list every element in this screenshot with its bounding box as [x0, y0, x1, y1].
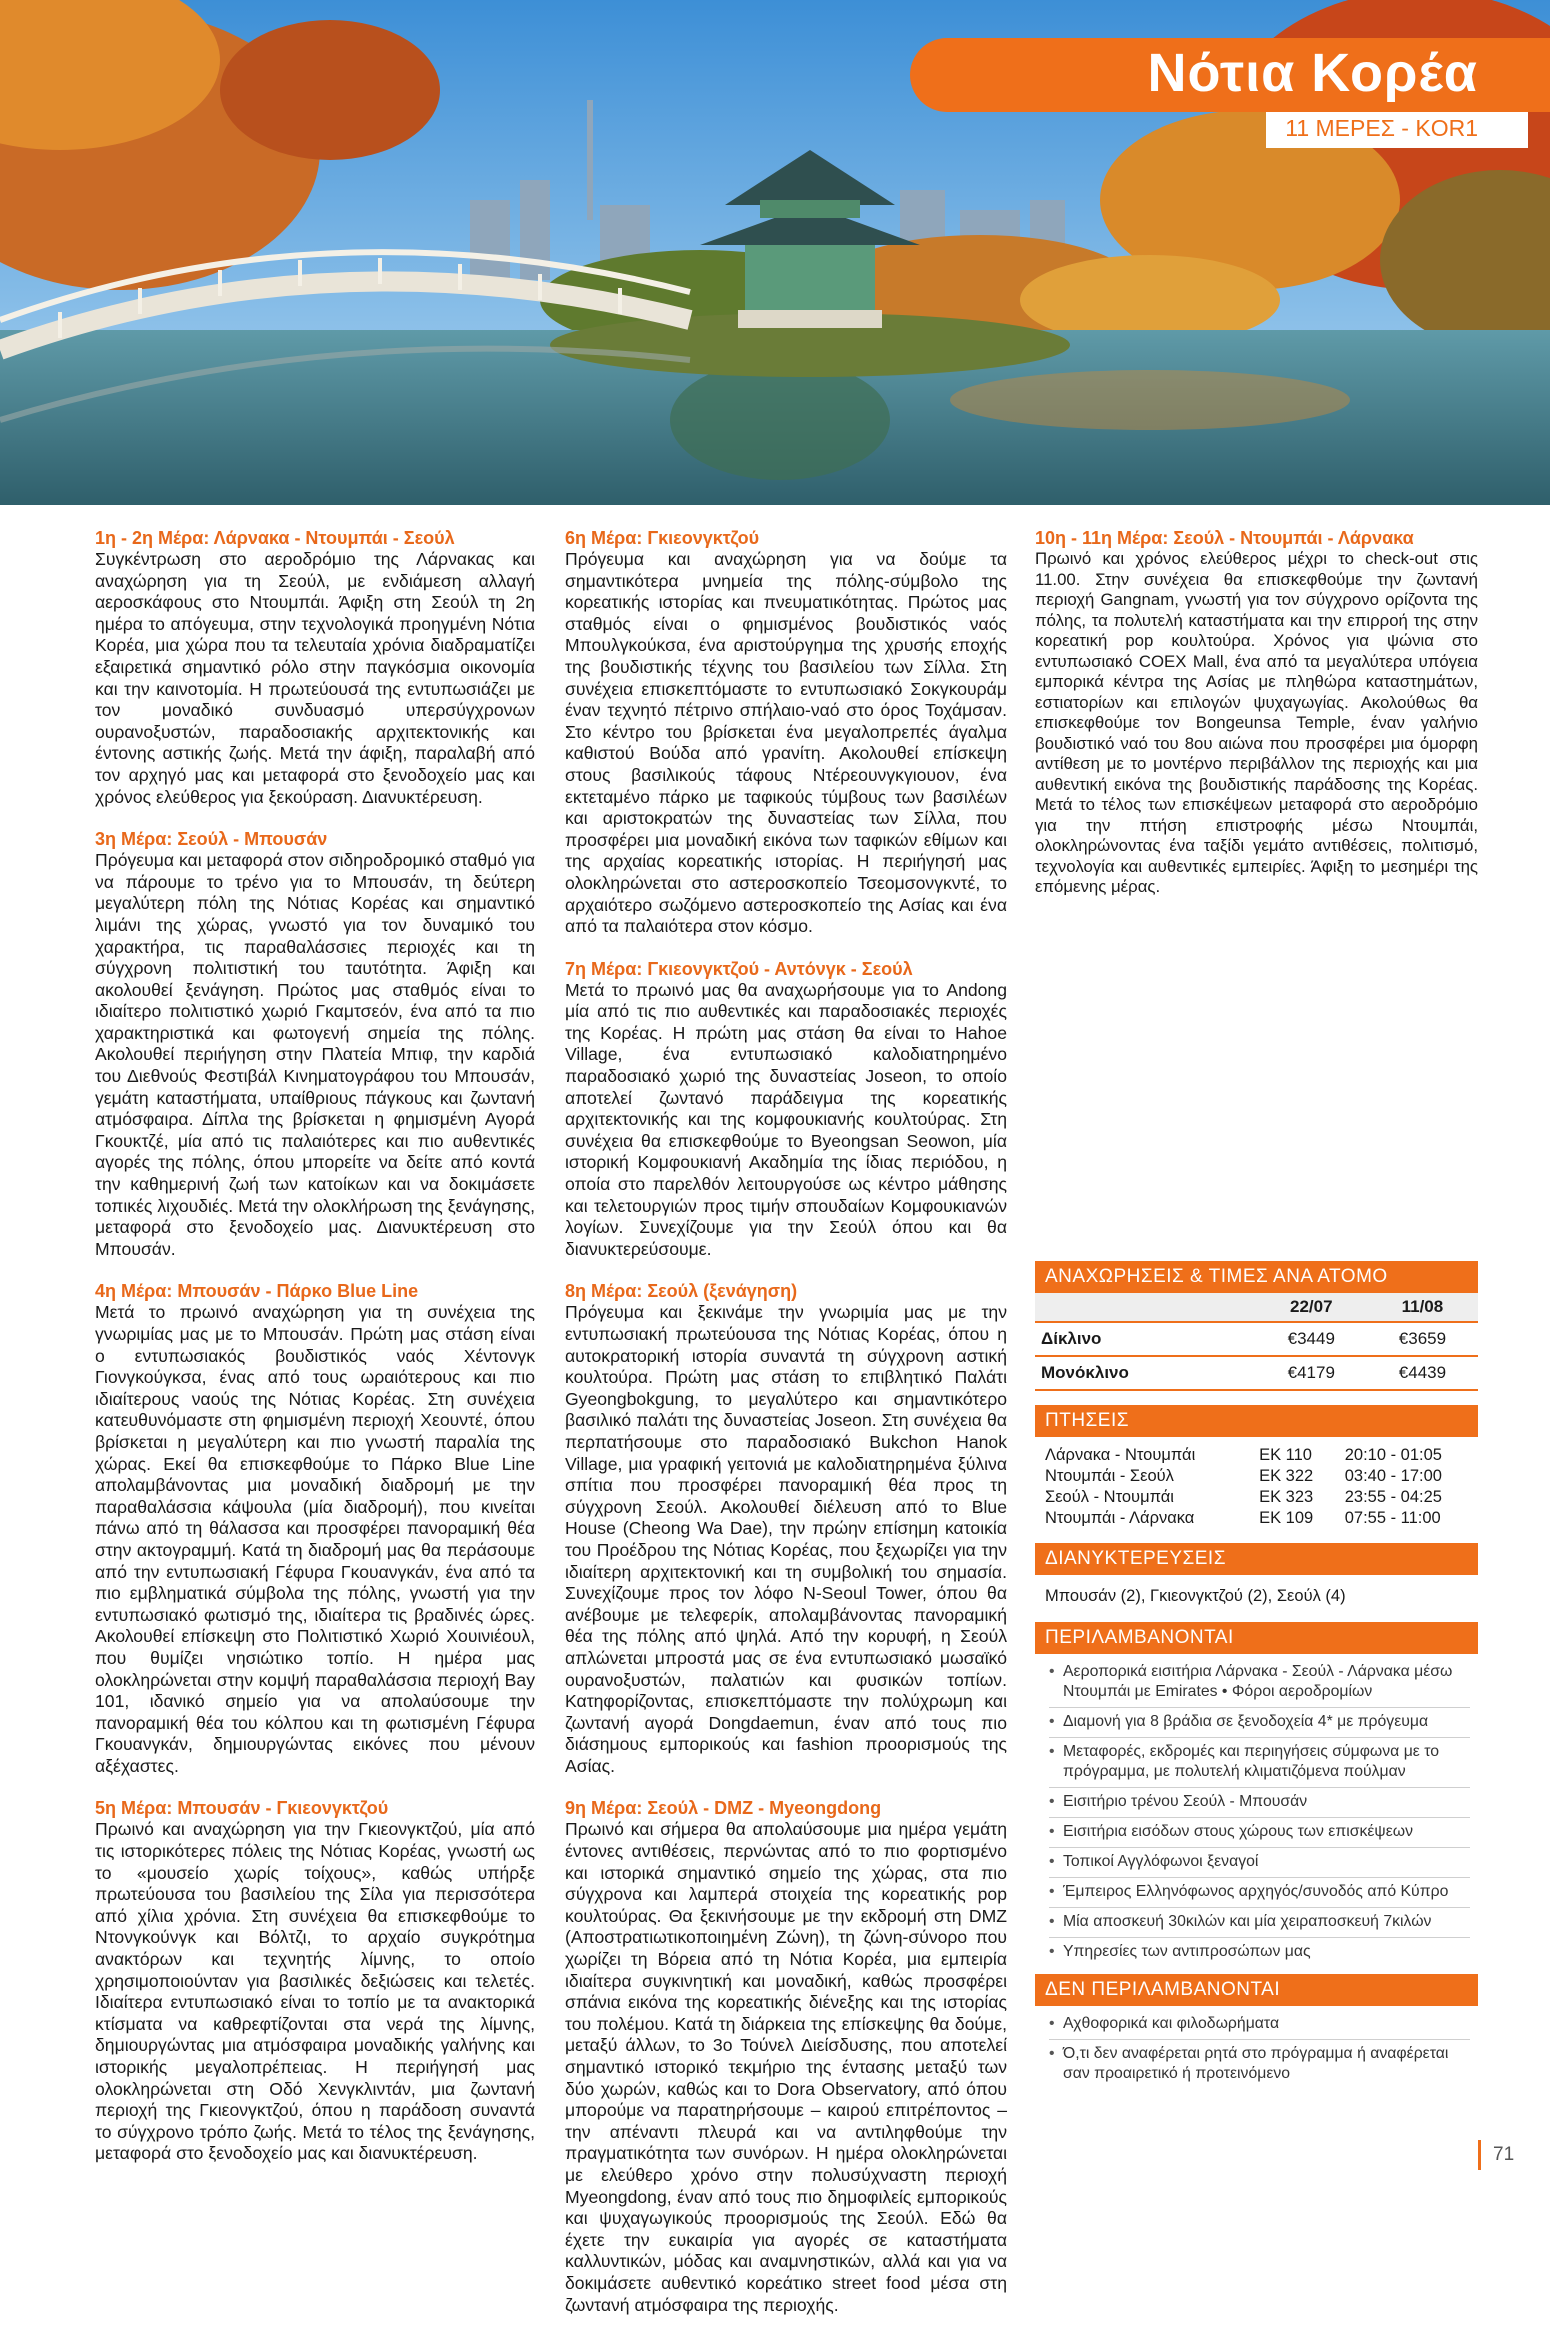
prices-corner	[1035, 1293, 1256, 1322]
departure-date: 11/08	[1367, 1293, 1478, 1322]
flight-route: Λάρνακα - Ντουμπάι	[1045, 1446, 1196, 1464]
day-heading: 8η Μέρα: Σεούλ (ξενάγηση)	[565, 1281, 798, 1302]
prices-table	[1035, 1293, 1478, 1391]
day-heading: 7η Μέρα: Γκιεονγκτζού - Αντόνγκ - Σεούλ	[565, 958, 913, 979]
room-type: Δίκλινο	[1035, 1322, 1256, 1356]
list-item: • Μία αποσκευή 30κιλών και μία χειραποσκευή 7κιλών	[1049, 1912, 1470, 1938]
day-section	[95, 1797, 535, 2165]
day-heading: 10η - 11η Μέρα: Σεούλ - Ντουμπάι - Λάρνακα	[1035, 528, 1414, 548]
day-heading: 1η - 2η Μέρα: Λάρνακα - Ντουμπάι - Σεούλ	[95, 528, 455, 548]
page-title: Νότια Κορέα	[1147, 43, 1478, 103]
day-text: Συγκέντρωση στο αεροδρόμιο της Λάρνακας και αναχώρηση για τη Σεούλ, με ενδιάμεση αλλαγή αεροσκάφους στο Ντουμπάι. Άφιξη στη Σεούλ τη 2η ημέρα το απόγευμα, στην τεχνολογικά προηγμένη Νότια Κορέα, μια χώρα που τα τελευταία χρόνια διαδραματίζει εξαιρετικά σημαντικό ρόλο στην παγκόσμια οικονομία και την καινοτομία. Η πρωτεύουσά της εντυπωσιάζει με τον μοναδικό συνδυασμό υπερσύγχρονων ουρανοξυστών, παραδοσιακής αρχιτεκτονικής και έντονης αστικής ζωής. Μετά την άφιξη, παραλαβή από τον αρχηγό μας και μεταφορά στο ξενοδοχείο μας και χρόνος ελεύθερος για ξεκούραση. Διανυκτέρευση.	[95, 549, 535, 807]
day-section	[1035, 527, 1478, 898]
price-value: €4439	[1367, 1356, 1478, 1390]
departure-date: 22/07	[1256, 1293, 1367, 1322]
day-text: Πρόγευμα και μεταφορά στον σιδηροδρομικό σταθμό για να πάρουμε το τρένο για το Μπουσάν, τη δεύτερη μεγαλύτερη πόλη της Νότιας Κορέας και σημαντικό λιμάνι της χώρας, γνωστό για τον δυναμικό του χαρακτήρα, τις παραθαλάσσιες περιοχές και τη σύγχρονη πολιτιστική του ταυτότητα. Άφιξη και ακολουθεί ξενάγηση. Πρώτος μας σταθμός είναι το ιδιαίτερο πολιτιστικό χωριό Γκαμτσεόν, ένα από τα πιο χαρακτηριστικά και φωτογενή σημεία της πόλης. Ακολουθεί περιήγηση στην Πλατεία Μπιφ, την καρδιά του Διεθνούς Φεστιβάλ Κινηματογράφου του Μπουσάν, γεμάτη καταστήματα, υπαίθριους πάγκους και ζωντανή ατμόσφαιρα. Δίπλα της βρίσκεται η φημισμένη Αγορά Γκουκτζέ, μία από τις παλαιότερες και πιο αυθεντικές αγορές της πόλης, όπου μπορείτε να δείτε από κοντά την καθημερινή ζωή των κατοίκων και να δοκιμάσετε τοπικές λιχουδιές. Μετά την ολοκλήρωση της ξενάγησης, μεταφορά στο ξενοδοχείο μας. Διανυκτέρευση στο Μπουσάν.	[95, 850, 535, 1259]
list-item: • Τοπικοί Αγγλόφωνοι ξεναγοί	[1049, 1852, 1470, 1878]
day-section	[95, 828, 535, 1260]
flight-row	[1035, 1508, 1478, 1529]
info-panel	[1035, 1255, 1478, 2088]
flight-code: EK 109	[1259, 1509, 1314, 1527]
flight-row	[1035, 1487, 1478, 1508]
day-text: Πρόγευμα και ξεκινάμε την γνωριμία μας με την εντυπωσιακή πρωτεύουσα της Νότιας Κορέας, όπου η αυτοκρατορική ιστορία συναντά τη σύγχρονη αστική κουλτούρα. Πρώτη μας στάση το επιβλητικό Παλάτι Gyeongbokgung, το μεγαλύτερο και σημαντικότερο βασιλικό παλάτι της δυναστείας Joseon. Στη συνέχεια θα περπατήσουμε στο παραδοσιακό Bukchon Hanok Village, μια γραφική γειτονιά με καλοδιατηρημένα ξύλινα σπίτια που προσφέρει πανοραμική θέα προς τη σύγχρονη Σεούλ. Ακολουθεί διέλευση από το Blue House (Cheong Wa Dae), την πρώην επίσημη κατοικία του Προέδρου της Νότιας Κορέας, που ξεχωρίζει για την ιδιαίτερη αρχιτεκτονική και τη συμβολική του σημασία. Συνεχίζουμε προς τον λόφο N-Seoul Tower, όπου θα ανέβουμε με τελεφερίκ, απολαμβάνοντας πανοραμική θέα της πόλης από ψηλά. Από την κορυφή, η Σεούλ απλώνεται μπροστά μας σε ένα εντυπωσιακό μωσαϊκό ουρανοξυστών, παλατιών και φυσικών τοπίων. Κατηφορίζοντας, επισκεπτόμαστε την πολύχρωμη και ζωντανή αγορά Dongdaemun, έναν από τους πιο διάσημους εμπορικούς και fashion προορισμούς της Ασίας.	[565, 1302, 1007, 1776]
list-item: • Εισιτήρια εισόδων στους χώρους των επισκέψεων	[1049, 1822, 1470, 1848]
day-text: Πρόγευμα και αναχώρηση για να δούμε τα σημαντικότερα μνημεία της πόλης-σύμβολο της κορεατικής ιστορίας και πνευματικότητας. Πρώτος μας σταθμός είναι ο φημισμένος βουδιστικός ναός Μπουλγκούκσα, ένα αριστούργημα της χρυσής εποχής της βουδιστικής τέχνης του βασιλείου των Σίλλα. Στη συνέχεια επισκεπτόμαστε το εντυπωσιακό Σοκγκουράμ έναν τεχνητό πέτρινο σπήλαιο-ναό στο όρος Τοχάμσαν. Στο κέντρο του βρίσκεται ένα μεγαλοπρεπές άγαλμα καθιστού Βούδα από γρανίτη. Ακολουθεί επίσκεψη στους βασιλικούς τάφους Ντέρεουνγκγιουον, ένα εκτεταμένο πάρκο με ταφικούς τύμβους των βασιλέων και αριστοκρατών της δυναστείας των Σίλλα, που προσφέρει μια μοναδική εικόνα των ταφικών εθίμων και της αρχαίας κορεατικής ιστορίας. Η περιήγησή μας ολοκληρώνεται στο αστεροσκοπείο Τσεομσονγκντέ, το αρχαιότερο σωζόμενο αστεροσκοπείο της Ασίας και ένα από τα παλαιότερα στον κόσμο.	[565, 549, 1007, 937]
flight-row	[1035, 1466, 1478, 1487]
price-value: €4179	[1256, 1356, 1367, 1390]
itinerary-column-2	[565, 527, 1007, 2336]
price-row	[1035, 1322, 1478, 1356]
list-item: • Διαμονή για 8 βράδια σε ξενοδοχεία 4* με πρόγευμα	[1049, 1712, 1470, 1738]
not-included-list	[1035, 2006, 1478, 2088]
day-section	[95, 527, 535, 808]
day-heading: 5η Μέρα: Μπουσάν - Γκιεονγκτζού	[95, 1798, 389, 1819]
day-section	[565, 527, 1007, 938]
room-type: Μονόκλινο	[1035, 1356, 1256, 1390]
day-heading: 9η Μέρα: Σεούλ - DMZ - Myeongdong	[565, 1798, 882, 1819]
list-item: • Μεταφορές, εκδρομές και περιηγήσεις σύμφωνα με το πρόγραμμα, με πολυτελή κλιματιζόμενα πούλμαν	[1049, 1742, 1470, 1788]
list-item: • Ό,τι δεν αναφέρεται ρητά στο πρόγραμμα ή αναφέρεται σαν προαιρετικό ή προτεινόμενο	[1049, 2044, 1470, 2084]
included-list	[1035, 1654, 1478, 1966]
prices-header-row	[1035, 1293, 1478, 1322]
flight-time: 07:55 - 11:00	[1344, 1509, 1441, 1527]
list-item: • Αεροπορικά εισιτήρια Λάρνακα - Σεούλ - Λάρνακα μέσω Ντουμπάι με Emirates • Φόροι αεροδρομίων	[1049, 1662, 1470, 1708]
flight-route: Σεούλ - Ντουμπάι	[1045, 1488, 1174, 1506]
day-heading: 3η Μέρα: Σεούλ - Μπουσάν	[95, 829, 328, 850]
flight-code: EK 110	[1259, 1446, 1312, 1464]
list-item: • Αχθοφορικά και φιλοδωρήματα	[1049, 2014, 1470, 2040]
day-section	[95, 1280, 535, 1777]
flight-time: 03:40 - 17:00	[1344, 1467, 1442, 1485]
price-value: €3659	[1367, 1322, 1478, 1356]
flights-heading: ΠΤΗΣΕΙΣ	[1035, 1405, 1478, 1437]
price-value: €3449	[1256, 1322, 1367, 1356]
flight-route: Ντουμπάι - Λάρνακα	[1045, 1509, 1195, 1527]
day-section	[565, 1797, 1007, 2316]
day-text: Πρωινό και αναχώρηση για την Γκιεονγκτζού, μία από τις ιστορικότερες πόλεις της Νότιας Κορέας, γνωστή ως το «μουσείο χωρίς τοίχους», καθώς υπήρξε πρωτεύουσα του βασιλείου της Σίλα για περισσότερα από χίλια χρόνια. Στη συνέχεια θα επισκεφθούμε το Ντονγκούνγκ και Βόλτζι, το αρχαίο συγκρότημα ανακτόρων και τεχνητής λίμνης, το οποίο χρησιμοποιούνταν για βασιλικές δεξιώσεις και τελετές. Ιδιαίτερα εντυπωσιακό είναι το τοπίο με τα ανακτορικά κτίσματα να καθρεφτίζονται στα νερά της λίμνης, δημιουργώντας μια ατμόσφαιρα μοναδικής γαλήνης και ιστορικής μεγαλοπρέπειας. Η περιήγησή μας ολοκληρώνεται στη Οδό Χενγκλιντάν, μια ζωντανή περιοχή της Γκιεονγκτζού, όπου η παράδοση συναντά το σύγχρονο τρόπο ζωής. Μετά το τέλος της ξενάγησης, μεταφορά στο ξενοδοχείο μας και διανυκτέρευση.	[95, 1819, 535, 2164]
day-text: Πρωινό και σήμερα θα απολαύσουμε μια ημέρα γεμάτη έντονες αντιθέσεις, περνώντας από το πιο φορτισμένο και ιστορικά σημαντικό σημείο της χώρας, στα πιο σύγχρονα και λαμπερά στοιχεία της κορεατικής pop κουλτούρας. Θα ξεκινήσουμε με την εκδρομή στη DMZ (Αποστρατιωτικοποιημένη Ζώνη), τη ζώνη-σύνορο που χωρίζει τη Βόρεια από τη Νότια Κορέα, μια εμπειρία ιδιαίτερα συγκινητική και μοναδική, καθώς προσφέρει σπάνια εικόνα της κορεατικής διένεξης και της ιστορίας του πολέμου. Κατά τη διάρκεια της επίσκεψης θα δούμε, μεταξύ άλλων, το 3ο Τούνελ Διείσδυσης, που αποτελεί σημαντικό ιστορικό τεκμήριο της έντασης μεταξύ των δύο χωρών, καθώς και το Dora Observatory, από όπου μπορούμε να παρατηρήσουμε – καιρού επιτρέποντος – την απέναντι πλευρά και να αντιληφθούμε την πραγματικότητα των συνόρων. Η ημέρα ολοκληρώνεται με ελεύθερο χρόνο στην πολυσύχναστη περιοχή Myeongdong, έναν από τους πιο δημοφιλείς εμπορικούς και ψυχαγωγικούς προορισμούς της Σεούλ. Εδώ θα έχετε την ευκαιρία για αγορές σε καταστήματα καλλυντικών, μόδας και αναμνηστικών, αλλά και για να δοκιμάσετε αυθεντικό κορεάτικο street food μέσα στη ζωντανή ατμόσφαιρα της περιοχής.	[565, 1819, 1007, 2315]
prices-heading: ΑΝΑΧΩΡΗΣΕΙΣ & ΤΙΜΕΣ ΑΝΑ ΑΤΟΜΟ	[1035, 1261, 1478, 1293]
trip-code: 11 ΜΕΡΕΣ - KOR1	[1285, 115, 1478, 141]
flight-route: Ντουμπάι - Σεούλ	[1045, 1467, 1174, 1485]
flights-table	[1035, 1445, 1478, 1529]
day-heading: 6η Μέρα: Γκιεονγκτζού	[565, 528, 760, 548]
page-number: 71	[1478, 2140, 1550, 2170]
price-row	[1035, 1356, 1478, 1390]
not-included-heading: ΔΕΝ ΠΕΡΙΛΑΜΒΑΝΟΝΤΑΙ	[1035, 1974, 1478, 2006]
included-heading: ΠΕΡΙΛΑΜΒΑΝΟΝΤΑΙ	[1035, 1622, 1478, 1654]
day-text: Μετά το πρωινό μας θα αναχωρήσουμε για το Andong μία από τις πιο αυθεντικές και παραδοσιακές περιοχές της Κορέας. Η πρώτη μας στάση θα είναι το Hahoe Village, ένα εντυπωσιακό καλοδιατηρημένο παραδοσιακό χωριό της δυναστείας Joseon, το οποίο αποτελεί ζωντανό παράδειγμα της κορεατικής αρχιτεκτονικής και της κομφουκιανής κουλτούρας. Στη συνέχεια θα επισκεφθούμε το Byeongsan Seowon, μία ιστορική Κομφουκιανή Ακαδημία της ίδιας περιόδου, η οποία στο παρελθόν λειτουργούσε ως κέντρο μάθησης και τελετουργιών προς τιμήν σπουδαίων Κομφουκιανών λογίων. Συνεχίζουμε για την Σεούλ όπου και θα διανυκτερεύσουμε.	[565, 979, 1007, 1259]
day-text: Πρωινό και χρόνος ελεύθερος μέχρι το check-out στις 11.00. Στην συνέχεια θα επισκεφθούμε την ζωντανή περιοχή Gangnam, γνωστή για τον σύγχρονο ορίζοντα της πόλης, τα πολυτελή καταστήματα και την επιρροή της στην κορεατική pop κουλτούρα. Χρόνος για ψώνια στο εντυπωσιακό COEX Mall, ένα από τα μεγαλύτερα υπόγεια εμπορικά κέντρα της Ασίας με πληθώρα καταστημάτων, εστιατορίων και επιλογών ψυχαγωγίας. Ακολούθως θα επισκεφθούμε τον Bongeunsa Temple, έναν γαλήνιο βουδιστικό ναό του 8ου αιώνα που προσφέρει μια όμορφη αντίθεση με το μοντέρνο περιβάλλον της περιοχής και μια αυθεντική εικόνα της βουδιστικής παράδοσης της Κορέας. Μετά το τέλος των επισκέψεων μεταφορά στο αεροδρόμιο για την πτήση επιστροφής μέσω Ντουμπάι, ολοκληρώνοντας ένα ταξίδι γεμάτο αντιθέσεις, πολιτισμό, τεχνολογία και αυθεντικές εμπειρίες. Άφιξη το μεσημέρι της επόμενης μέρας.	[1035, 549, 1478, 896]
day-heading: 4η Μέρα: Μπουσάν - Πάρκο Blue Line	[95, 1281, 419, 1302]
flight-time: 23:55 - 04:25	[1344, 1488, 1442, 1506]
list-item: • Εισιτήριο τρένου Σεούλ - Μπουσάν	[1049, 1792, 1470, 1818]
day-section	[565, 1280, 1007, 1777]
flight-code: EK 323	[1259, 1488, 1314, 1506]
itinerary-column-3	[1035, 527, 1478, 918]
list-item: • Έμπειρος Ελληνόφωνος αρχηγός/συνοδός από Κύπρο	[1049, 1882, 1470, 1908]
itinerary-column-1	[95, 527, 535, 2185]
day-section	[565, 958, 1007, 1261]
flight-row	[1035, 1445, 1478, 1466]
overnights-heading: ΔΙΑΝΥΚΤΕΡΕΥΣΕΙΣ	[1035, 1543, 1478, 1575]
list-item: • Υπηρεσίες των αντιπροσώπων μας	[1049, 1942, 1470, 1962]
flight-time: 20:10 - 01:05	[1344, 1446, 1442, 1464]
overnights-text: Μπουσάν (2), Γκιεονγκτζού (2), Σεούλ (4)	[1045, 1587, 1346, 1605]
flight-code: EK 322	[1259, 1467, 1314, 1485]
day-text: Μετά το πρωινό αναχώρηση για τη συνέχεια της γνωριμίας μας με το Μπουσάν. Πρώτη μας στάση είναι ο εντυπωσιακός βουδιστικός ναός Χέντονγκ Γιονγκούγκσα, ένας από τους ωραιότερους και πιο ιδιαίτερους ναούς της Νότιας Κορέας. Στη συνέχεια κατευθυνόμαστε στη φημισμένη περιοχή Χεουντέ, όπου βρίσκεται η μεγαλύτερη και πιο γνωστή παραλία της χώρας. Εκεί θα επισκεφθούμε το Πάρκο Blue Line απολαμβάνοντας μια μοναδική διαδρομή με την παραθαλάσσια κάψουλα (μία διαδρομή), που κινείται πάνω από τη θάλασσα και προσφέρει πανοραμική θέα στην ακτογραμμή. Κατά τη διαδρομή μας θα περάσουμε από την εντυπωσιακή Γέφυρα Γκουανγκάν, ένα από τα πιο εμβληματικά σύμβολα της πόλης, γνωστή για την εντυπωσιακό φωτισμό της, ιδιαίτερα τις βραδινές ώρες. Ακολουθεί επίσκεψη στο Πολιτιστικό Χωριό Χουινιέουλ, που θυμίζει νησιώτικο τοπίο. Η ημέρα μας ολοκληρώνεται στην κομψή παραθαλάσσια περιοχή Bay 101, ιδανικό σημείο για να απολαύσουμε την πανοραμική θέα του κόλπου και τη φωτισμένη Γέφυρα Γκουανγκάν, δημιουργώντας εικόνες που μένουν αξέχαστες.	[95, 1302, 535, 1776]
